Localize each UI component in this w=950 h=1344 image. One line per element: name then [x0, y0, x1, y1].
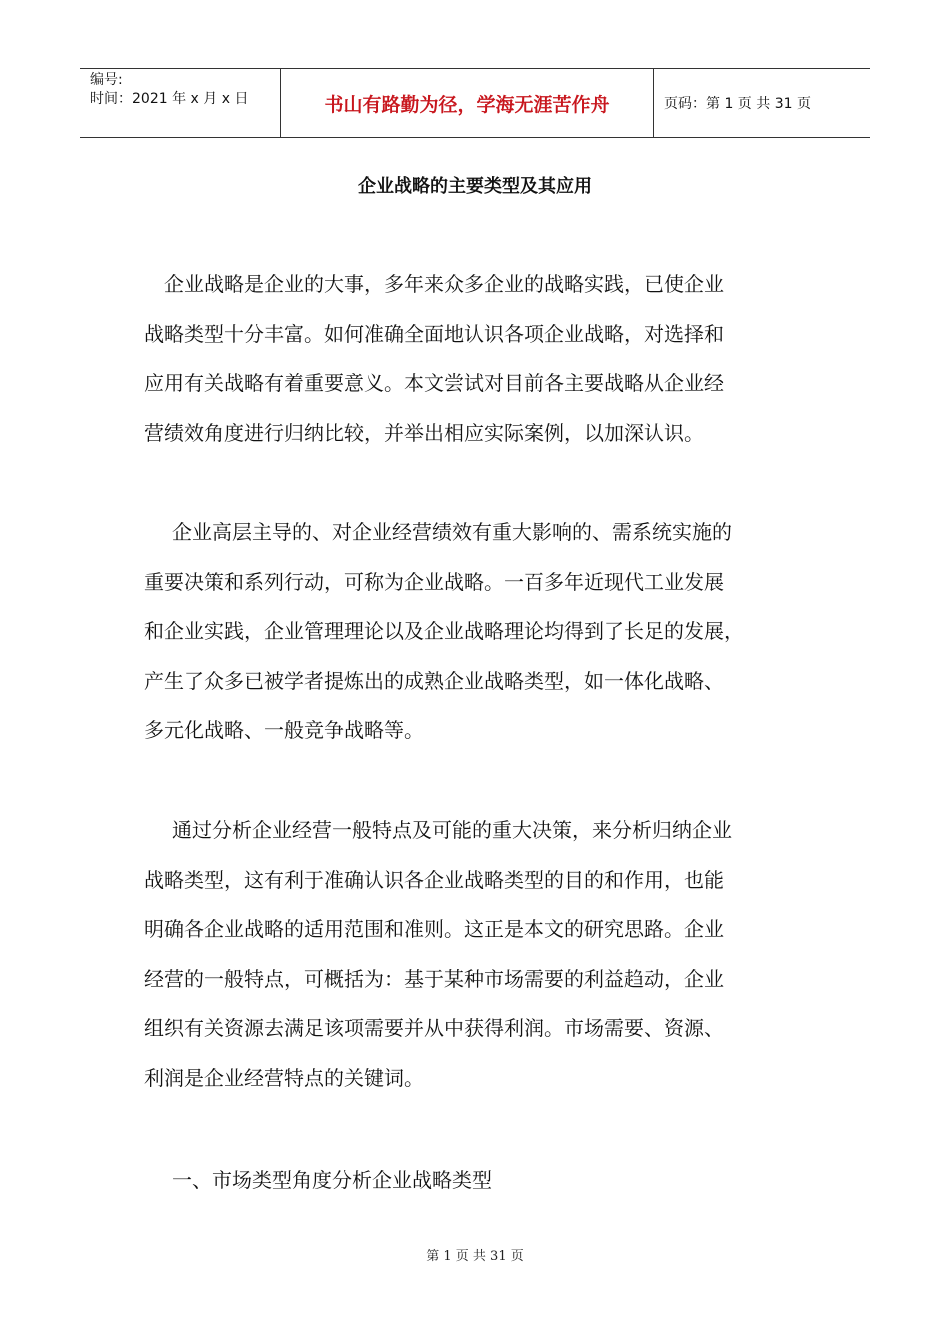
document-date: 时间：2021 年 x 月 x 日: [90, 91, 249, 107]
header-page-info: 页码：第 1 页 共 31 页: [664, 96, 811, 112]
paragraph-line: 组织有关资源去满足该项需要并从中获得利润。市场需要、资源、: [144, 1016, 724, 1040]
header-motto: 书山有路勤为径，学海无涯苦作舟: [280, 69, 654, 137]
page-header: [80, 68, 870, 138]
document-title: 企业战略的主要类型及其应用: [358, 176, 592, 197]
header-meta: [80, 69, 280, 137]
section-heading: 一、市场类型角度分析企业战略类型: [172, 1168, 492, 1192]
paragraph-line: 产生了众多已被学者提炼出的成熟企业战略类型，如一体化战略、: [144, 668, 724, 693]
paragraph-line: 明确各企业战略的适用范围和准则。这正是本文的研究思路。企业: [144, 917, 724, 941]
paragraph-line: 营绩效角度进行归纳比较，并举出相应实际案例，以加深认识。: [144, 420, 704, 445]
paragraph-line: 利润是企业经营特点的关键词。: [144, 1065, 424, 1090]
paragraph: [144, 806, 824, 1103]
page-footer: 第 1 页 共 31 页: [426, 1249, 524, 1264]
document-number-label: 编号:: [90, 72, 123, 88]
paragraph-line: 多元化战略、一般竞争战略等。: [144, 718, 424, 742]
paragraph-line: 重要决策和系列行动，可称为企业战略。一百多年近现代工业发展: [144, 569, 724, 594]
paragraph-line: 企业高层主导的、对企业经营绩效有重大影响的、需系统实施的: [172, 520, 732, 544]
paragraph: [144, 508, 824, 756]
paragraph-line: 和企业实践，企业管理理论以及企业战略理论均得到了长足的发展，: [144, 619, 744, 643]
paragraph-line: 战略类型十分丰富。如何准确全面地认识各项企业战略，对选择和: [144, 321, 724, 346]
paragraph-line: 战略类型，这有利于准确认识各企业战略类型的目的和作用，也能: [144, 867, 724, 892]
paragraph: [144, 260, 824, 458]
paragraph-line: 企业战略是企业的大事，多年来众多企业的战略实践，已使企业: [164, 272, 724, 296]
paragraph-line: 经营的一般特点，可概括为：基于某种市场需要的利益趋动，企业: [144, 966, 724, 991]
paragraph-line: 应用有关战略有着重要意义。本文尝试对目前各主要战略从企业经: [144, 371, 724, 395]
paragraph-line: 通过分析企业经营一般特点及可能的重大决策，来分析归纳企业: [172, 818, 732, 842]
